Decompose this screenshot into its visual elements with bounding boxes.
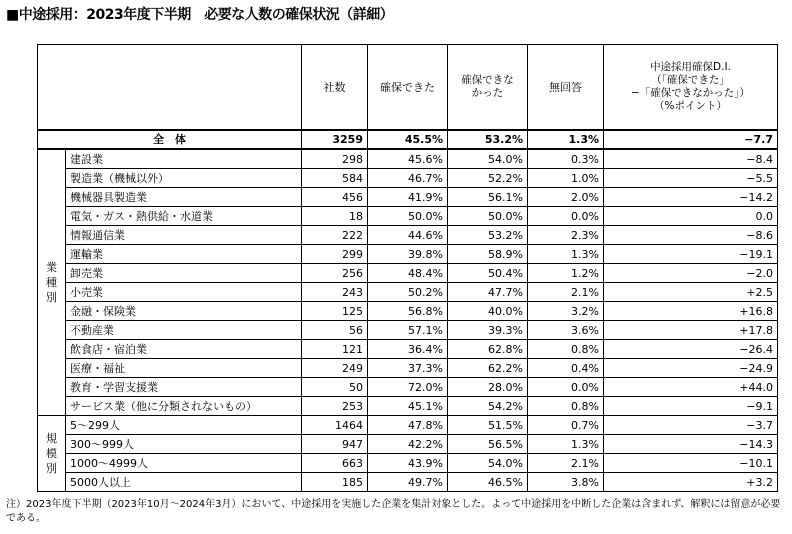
cell-no-answer: 0.4% (528, 359, 604, 378)
cell-not-secured: 51.5% (448, 416, 528, 435)
table-row (38, 149, 778, 169)
cell-no-answer: 0.7% (528, 416, 604, 435)
header-not-secured: 確保できな かった (448, 45, 528, 131)
cell-companies: 256 (302, 264, 368, 283)
recruitment-table (37, 44, 778, 492)
row-label: 機械器具製造業 (66, 188, 302, 207)
row-label: 医療・福祉 (66, 359, 302, 378)
cell-no-answer: 1.0% (528, 169, 604, 188)
cell-not-secured: 47.7% (448, 283, 528, 302)
cell-di: −2.0 (604, 264, 778, 283)
cell-secured: 42.2% (368, 435, 448, 454)
cell-secured: 43.9% (368, 454, 448, 473)
row-label: 300～999人 (66, 435, 302, 454)
row-label: 金融・保険業 (66, 302, 302, 321)
cell-no-answer: 1.3% (528, 245, 604, 264)
cell-secured: 46.7% (368, 169, 448, 188)
cell-secured: 37.3% (368, 359, 448, 378)
cell-not-secured: 62.8% (448, 340, 528, 359)
cell-not-secured: 54.0% (448, 454, 528, 473)
cell-di: +17.8 (604, 321, 778, 340)
cell-secured: 72.0% (368, 378, 448, 397)
cell-companies: 299 (302, 245, 368, 264)
total-label: 全 体 (38, 130, 302, 149)
table-row (38, 207, 778, 226)
row-label: 電気・ガス・熱供給・水道業 (66, 207, 302, 226)
cell-di: −8.6 (604, 226, 778, 245)
row-label: サービス業（他に分類されないもの） (66, 397, 302, 416)
header-secured: 確保できた (368, 45, 448, 131)
total-secured: 45.5% (368, 130, 448, 149)
cell-not-secured: 50.4% (448, 264, 528, 283)
cell-di: −5.5 (604, 169, 778, 188)
cell-not-secured: 28.0% (448, 378, 528, 397)
cell-not-secured: 54.2% (448, 397, 528, 416)
cell-secured: 45.1% (368, 397, 448, 416)
cell-no-answer: 0.3% (528, 149, 604, 169)
cell-no-answer: 2.1% (528, 283, 604, 302)
cell-not-secured: 52.2% (448, 169, 528, 188)
cell-no-answer: 0.8% (528, 340, 604, 359)
cell-not-secured: 53.2% (448, 226, 528, 245)
cell-di: −8.4 (604, 149, 778, 169)
cell-not-secured: 39.3% (448, 321, 528, 340)
cell-companies: 243 (302, 283, 368, 302)
header-di: 中途採用確保D.I. （「確保できた」 −「確保できなかった」） （%ポイント） (604, 45, 778, 131)
cell-not-secured: 54.0% (448, 149, 528, 169)
cell-di: −14.3 (604, 435, 778, 454)
cell-secured: 36.4% (368, 340, 448, 359)
row-label: 1000～4999人 (66, 454, 302, 473)
cell-no-answer: 3.8% (528, 473, 604, 492)
table-row (38, 473, 778, 492)
table-row (38, 302, 778, 321)
table-row (38, 359, 778, 378)
cell-companies: 56 (302, 321, 368, 340)
row-label: 不動産業 (66, 321, 302, 340)
cell-di: +3.2 (604, 473, 778, 492)
page-title: ■中途採用：2023年度下半期 必要な人数の確保状況（詳細） (6, 7, 394, 23)
cell-secured: 41.9% (368, 188, 448, 207)
cell-secured: 44.6% (368, 226, 448, 245)
cell-no-answer: 3.2% (528, 302, 604, 321)
cell-no-answer: 1.2% (528, 264, 604, 283)
cell-secured: 39.8% (368, 245, 448, 264)
cell-di: +2.5 (604, 283, 778, 302)
cell-companies: 18 (302, 207, 368, 226)
footnote: 注）2023年度下半期（2023年10月～2024年3月）において、中途採用を実施した企業を集計対象とした。よって中途採用を中断した企業は含まれず、解釈には留意が必要である。 (6, 499, 781, 524)
cell-not-secured: 46.5% (448, 473, 528, 492)
cell-secured: 56.8% (368, 302, 448, 321)
total-di: −7.7 (604, 130, 778, 149)
header-companies: 社数 (302, 45, 368, 131)
cell-di: −9.1 (604, 397, 778, 416)
row-label: 情報通信業 (66, 226, 302, 245)
cell-not-secured: 62.2% (448, 359, 528, 378)
cell-secured: 50.2% (368, 283, 448, 302)
row-label: 5～299人 (66, 416, 302, 435)
cell-di: +44.0 (604, 378, 778, 397)
cell-secured: 57.1% (368, 321, 448, 340)
cell-not-secured: 56.1% (448, 188, 528, 207)
cell-di: −10.1 (604, 454, 778, 473)
table-row (38, 378, 778, 397)
table-row (38, 340, 778, 359)
total-row (38, 130, 778, 149)
cell-no-answer: 2.0% (528, 188, 604, 207)
cell-not-secured: 50.0% (448, 207, 528, 226)
cell-secured: 47.8% (368, 416, 448, 435)
cell-companies: 1464 (302, 416, 368, 435)
cell-no-answer: 0.8% (528, 397, 604, 416)
row-label: 教育・学習支援業 (66, 378, 302, 397)
cell-not-secured: 58.9% (448, 245, 528, 264)
cell-di: +16.8 (604, 302, 778, 321)
header-row (38, 45, 778, 131)
total-companies: 3259 (302, 130, 368, 149)
cell-companies: 249 (302, 359, 368, 378)
cell-not-secured: 40.0% (448, 302, 528, 321)
cell-no-answer: 2.3% (528, 226, 604, 245)
cell-no-answer: 2.1% (528, 454, 604, 473)
cell-companies: 50 (302, 378, 368, 397)
table-row (38, 435, 778, 454)
header-blank (38, 45, 302, 131)
row-label: 飲食店・宿泊業 (66, 340, 302, 359)
table-row (38, 397, 778, 416)
total-no-answer: 1.3% (528, 130, 604, 149)
row-label: 卸売業 (66, 264, 302, 283)
row-label: 運輸業 (66, 245, 302, 264)
size-group-label: 規 模 別 (38, 416, 66, 492)
cell-companies: 663 (302, 454, 368, 473)
cell-companies: 584 (302, 169, 368, 188)
cell-secured: 48.4% (368, 264, 448, 283)
cell-companies: 185 (302, 473, 368, 492)
cell-di: −3.7 (604, 416, 778, 435)
row-label: 小売業 (66, 283, 302, 302)
table-row (38, 188, 778, 207)
cell-companies: 298 (302, 149, 368, 169)
header-no-answer: 無回答 (528, 45, 604, 131)
table-row (38, 454, 778, 473)
row-label: 5000人以上 (66, 473, 302, 492)
cell-companies: 222 (302, 226, 368, 245)
cell-no-answer: 3.6% (528, 321, 604, 340)
cell-di: −24.9 (604, 359, 778, 378)
table-row (38, 245, 778, 264)
row-label: 製造業（機械以外） (66, 169, 302, 188)
table-row (38, 226, 778, 245)
cell-secured: 49.7% (368, 473, 448, 492)
cell-secured: 50.0% (368, 207, 448, 226)
cell-di: 0.0 (604, 207, 778, 226)
total-not-secured: 53.2% (448, 130, 528, 149)
cell-companies: 253 (302, 397, 368, 416)
table-row (38, 283, 778, 302)
cell-di: −19.1 (604, 245, 778, 264)
cell-di: −26.4 (604, 340, 778, 359)
table-row (38, 416, 778, 435)
cell-companies: 456 (302, 188, 368, 207)
table-row (38, 321, 778, 340)
cell-no-answer: 0.0% (528, 378, 604, 397)
cell-companies: 125 (302, 302, 368, 321)
cell-companies: 947 (302, 435, 368, 454)
table-row (38, 264, 778, 283)
cell-no-answer: 1.3% (528, 435, 604, 454)
cell-secured: 45.6% (368, 149, 448, 169)
cell-not-secured: 56.5% (448, 435, 528, 454)
cell-no-answer: 0.0% (528, 207, 604, 226)
industry-group-label: 業 種 別 (38, 149, 66, 416)
cell-companies: 121 (302, 340, 368, 359)
cell-di: −14.2 (604, 188, 778, 207)
table-row (38, 169, 778, 188)
row-label: 建設業 (66, 149, 302, 169)
